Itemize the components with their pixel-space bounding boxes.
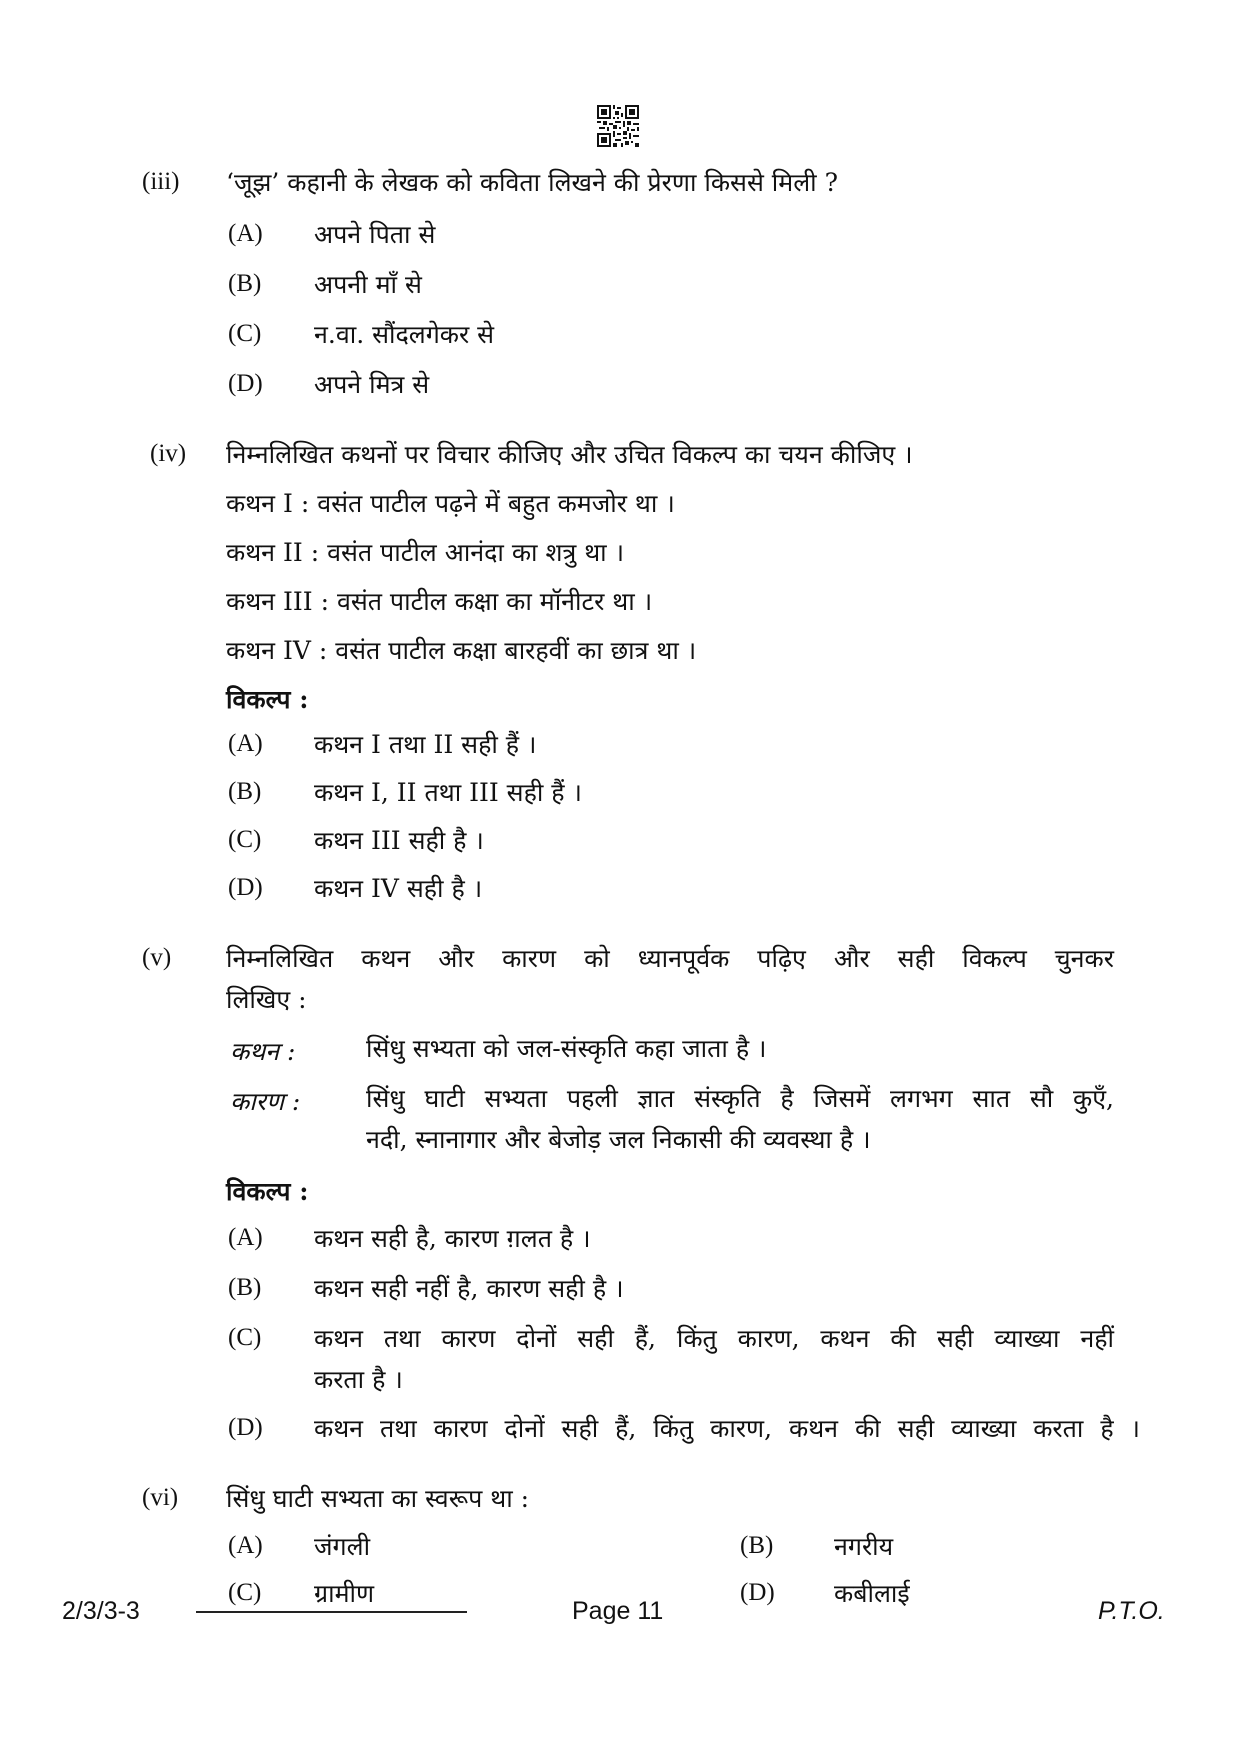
- option-label-iii-b: (B): [228, 270, 262, 297]
- option-text-iv-b: कथन I, II तथा III सही हैं ।: [314, 778, 582, 807]
- statement-1: कथन I : वसंत पाटील पढ़ने में बहुत कमजोर था ।: [226, 489, 675, 518]
- option-text-vi-a: जंगली: [314, 1532, 371, 1561]
- option-label-v-a: (A): [228, 1224, 263, 1251]
- question-v-text-line2: लिखिए :: [226, 985, 307, 1014]
- option-text-v-d: कथन तथा कारण दोनों सही हैं, किंतु कारण, कथन की सही व्याख्या करता है ।: [314, 1414, 1140, 1443]
- options-heading-v: विकल्प :: [226, 1177, 309, 1206]
- option-text-iv-a: कथन I तथा II सही हैं ।: [314, 730, 537, 759]
- page-number: Page 11: [572, 1597, 664, 1625]
- question-v-text-line1: निम्नलिखित कथन और कारण को ध्यानपूर्वक पढ़िए और सही विकल्प चुनकर: [226, 944, 1114, 973]
- option-text-iii-a: अपने पिता से: [314, 220, 436, 249]
- option-label-iv-d: (D): [228, 874, 263, 901]
- option-text-iii-c: न.वा. सौंदलगेकर से: [314, 320, 495, 349]
- option-text-vi-d: कबीलाई: [834, 1579, 910, 1608]
- option-label-iii-d: (D): [228, 370, 263, 397]
- option-label-vi-d: (D): [740, 1579, 775, 1606]
- option-text-v-c-line1: कथन तथा कारण दोनों सही हैं, किंतु कारण, कथन की सही व्याख्या नहीं: [314, 1324, 1114, 1353]
- option-label-iv-b: (B): [228, 778, 262, 805]
- question-iii-text: ‘जूझ’ कहानी के लेखक को कविता लिखने की प्रेरणा किससे मिली ?: [226, 168, 838, 197]
- reason-text-line1: सिंधु घाटी सभ्यता पहली ज्ञात संस्कृति है जिसमें लगभग सात सौ कुएँ,: [366, 1084, 1114, 1113]
- option-label-iv-a: (A): [228, 730, 263, 757]
- footer-divider: [196, 1611, 467, 1613]
- option-label-v-d: (D): [228, 1414, 263, 1441]
- option-text-iv-c: कथन III सही है ।: [314, 826, 484, 855]
- option-text-iv-d: कथन IV सही है ।: [314, 874, 483, 903]
- qr-code-icon: [597, 105, 639, 147]
- option-text-v-c-line2: करता है ।: [314, 1365, 403, 1394]
- option-label-vi-b: (B): [740, 1532, 774, 1559]
- reason-label: कारण :: [230, 1087, 301, 1116]
- option-text-v-b: कथन सही नहीं है, कारण सही है ।: [314, 1274, 624, 1303]
- pto-label: P.T.O.: [1098, 1597, 1165, 1625]
- statement-2: कथन II : वसंत पाटील आनंदा का शत्रु था ।: [226, 538, 625, 567]
- question-iv-text: निम्नलिखित कथनों पर विचार कीजिए और उचित विकल्प का चयन कीजिए ।: [226, 440, 913, 469]
- option-label-v-b: (B): [228, 1274, 262, 1301]
- question-number-vi: (vi): [142, 1484, 179, 1511]
- options-heading-iv: विकल्प :: [226, 685, 309, 714]
- statement-3: कथन III : वसंत पाटील कक्षा का मॉनीटर था ।: [226, 587, 653, 616]
- option-text-vi-c: ग्रामीण: [314, 1579, 375, 1608]
- question-number-iv: (iv): [150, 440, 187, 467]
- option-label-vi-c: (C): [228, 1579, 262, 1606]
- option-text-v-a: कथन सही है, कारण ग़लत है ।: [314, 1224, 591, 1253]
- assertion-label: कथन :: [230, 1037, 296, 1066]
- statement-4: कथन IV : वसंत पाटील कक्षा बारहवीं का छात्र था ।: [226, 636, 697, 665]
- question-number-iii: (iii): [142, 168, 180, 195]
- reason-text-line2: नदी, स्नानागार और बेजोड़ जल निकासी की व्यवस्था है ।: [366, 1125, 871, 1154]
- option-label-v-c: (C): [228, 1324, 262, 1351]
- option-text-iii-b: अपनी माँ से: [314, 270, 422, 299]
- option-text-vi-b: नगरीय: [834, 1532, 894, 1561]
- question-number-v: (v): [142, 944, 172, 971]
- assertion-text: सिंधु सभ्यता को जल-संस्कृति कहा जाता है ।: [366, 1034, 767, 1063]
- option-label-iii-c: (C): [228, 320, 262, 347]
- option-label-iv-c: (C): [228, 826, 262, 853]
- option-label-iii-a: (A): [228, 220, 263, 247]
- question-vi-text: सिंधु घाटी सभ्यता का स्वरूप था :: [226, 1484, 530, 1513]
- paper-code: 2/3/3-3: [62, 1597, 140, 1625]
- option-text-iii-d: अपने मित्र से: [314, 370, 430, 399]
- option-label-vi-a: (A): [228, 1532, 263, 1559]
